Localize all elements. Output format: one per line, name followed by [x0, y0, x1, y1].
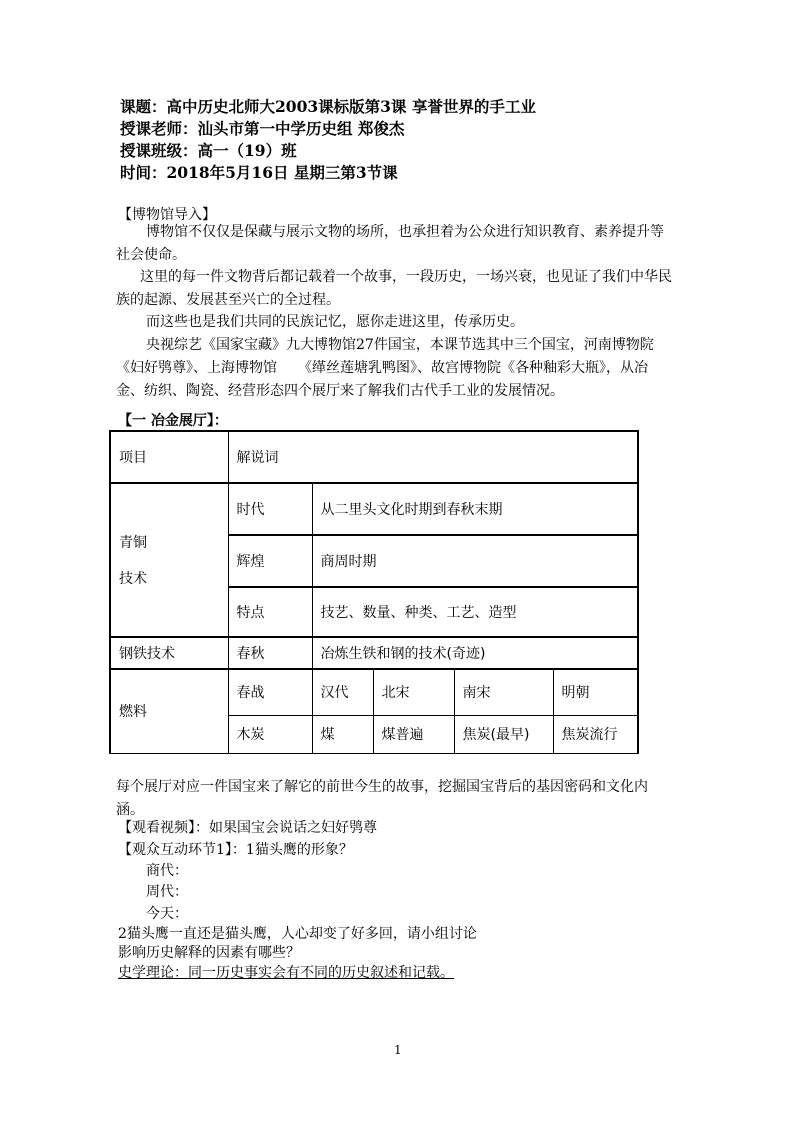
fuel-period: 春战 [228, 669, 312, 715]
table-header-desc: 解说词 [228, 431, 638, 483]
fuel-value: 焦炭(最早) [454, 715, 553, 753]
lesson-title: 课题：高中历史北师大2003课标版第3课 享誉世界的手工业 [120, 97, 536, 116]
iron-value: 冶炼生铁和钢的技术(奇迹) [312, 637, 638, 669]
intro-paragraph-2: 这里的每一件文物背后都记载着一个故事，一段历史，一场兴衰，也见证了我们中华民族的起源、发展甚至兴亡的全过程。 [116, 269, 672, 308]
intro-paragraph-3: 而这些也是我们共同的民族记忆，愿你走进这里，传承历史。 [146, 314, 524, 330]
iron-label: 钢铁技术 [110, 637, 228, 669]
bronze-era-key: 时代 [228, 483, 312, 535]
fuel-period: 明朝 [553, 669, 638, 715]
fuel-period: 南宋 [454, 669, 553, 715]
iron-key: 春秋 [228, 637, 312, 669]
bronze-label [110, 483, 228, 637]
interaction-line: 【观众互动环节1】：1猫头鹰的形象？ [118, 842, 353, 858]
metallurgy-table [109, 430, 639, 754]
after-paragraph: 每个展厅对应一件国宝来了解它的前世今生的故事，挖掘国宝背后的基因密码和文化内涵。 [116, 779, 648, 818]
fuel-period: 汉代 [312, 669, 373, 715]
fuel-value: 煤普遍 [373, 715, 454, 753]
historiography-note: 史学理论：同一历史事实会有不同的历史叙述和记载。 [118, 965, 454, 981]
fuel-value: 焦炭流行 [553, 715, 638, 753]
lesson-class: 授课班级：高一（19）班 [120, 141, 297, 160]
intro-paragraph-4: 央视综艺《国家宝藏》九大博物馆27件国宝，本课节选其中三个国宝，河南博物院《妇好鸮尊》、上海博物馆 《缂丝莲塘乳鸭图》、故宫博物院《各种釉彩大瓶》，从冶金、纺织、陶瓷、经营形态四个展厅来了解我们古代手工业的发展情况。 [116, 337, 654, 399]
bronze-peak-key: 辉煌 [228, 535, 312, 587]
bronze-label-line1: 青铜 [119, 535, 147, 551]
question-2: 2猫头鹰一直还是猫头鹰，人心却变了好多回，请小组讨论 [118, 926, 477, 942]
intro-heading: 【博物馆导入】 [118, 207, 216, 223]
hall1-heading: 【一 冶金展厅】： [118, 413, 228, 429]
fuel-value: 木炭 [228, 715, 312, 753]
page-number: 1 [394, 1043, 402, 1057]
today-line: 今天： [146, 906, 188, 922]
lesson-header [120, 96, 536, 184]
bronze-label-line2: 技术 [119, 571, 147, 587]
bronze-feature-value: 技艺、数量、种类、工艺、造型 [312, 587, 638, 637]
table-header-item: 项目 [110, 431, 228, 483]
question-2-b: 影响历史解释的因素有哪些？ [118, 945, 300, 961]
zhou-line: 周代： [146, 884, 188, 900]
bronze-peak-value: 商周时期 [312, 535, 638, 587]
bronze-feature-key: 特点 [228, 587, 312, 637]
video-line: 【观看视频】：如果国宝会说话之妇好鸮尊 [118, 820, 377, 836]
shang-line: 商代： [146, 863, 188, 879]
lesson-time: 时间：2018年5月16日 星期三第3节课 [120, 163, 398, 182]
lesson-teacher: 授课老师：汕头市第一中学历史组 郑俊杰 [120, 119, 405, 138]
fuel-label: 燃料 [110, 669, 228, 753]
intro-paragraph-1: 博物馆不仅仅是保藏与展示文物的场所，也承担着为公众进行知识教育、素养提升等社会使命。 [116, 224, 664, 263]
bronze-era-value: 从二里头文化时期到春秋末期 [312, 483, 638, 535]
fuel-value: 煤 [312, 715, 373, 753]
fuel-period: 北宋 [373, 669, 454, 715]
